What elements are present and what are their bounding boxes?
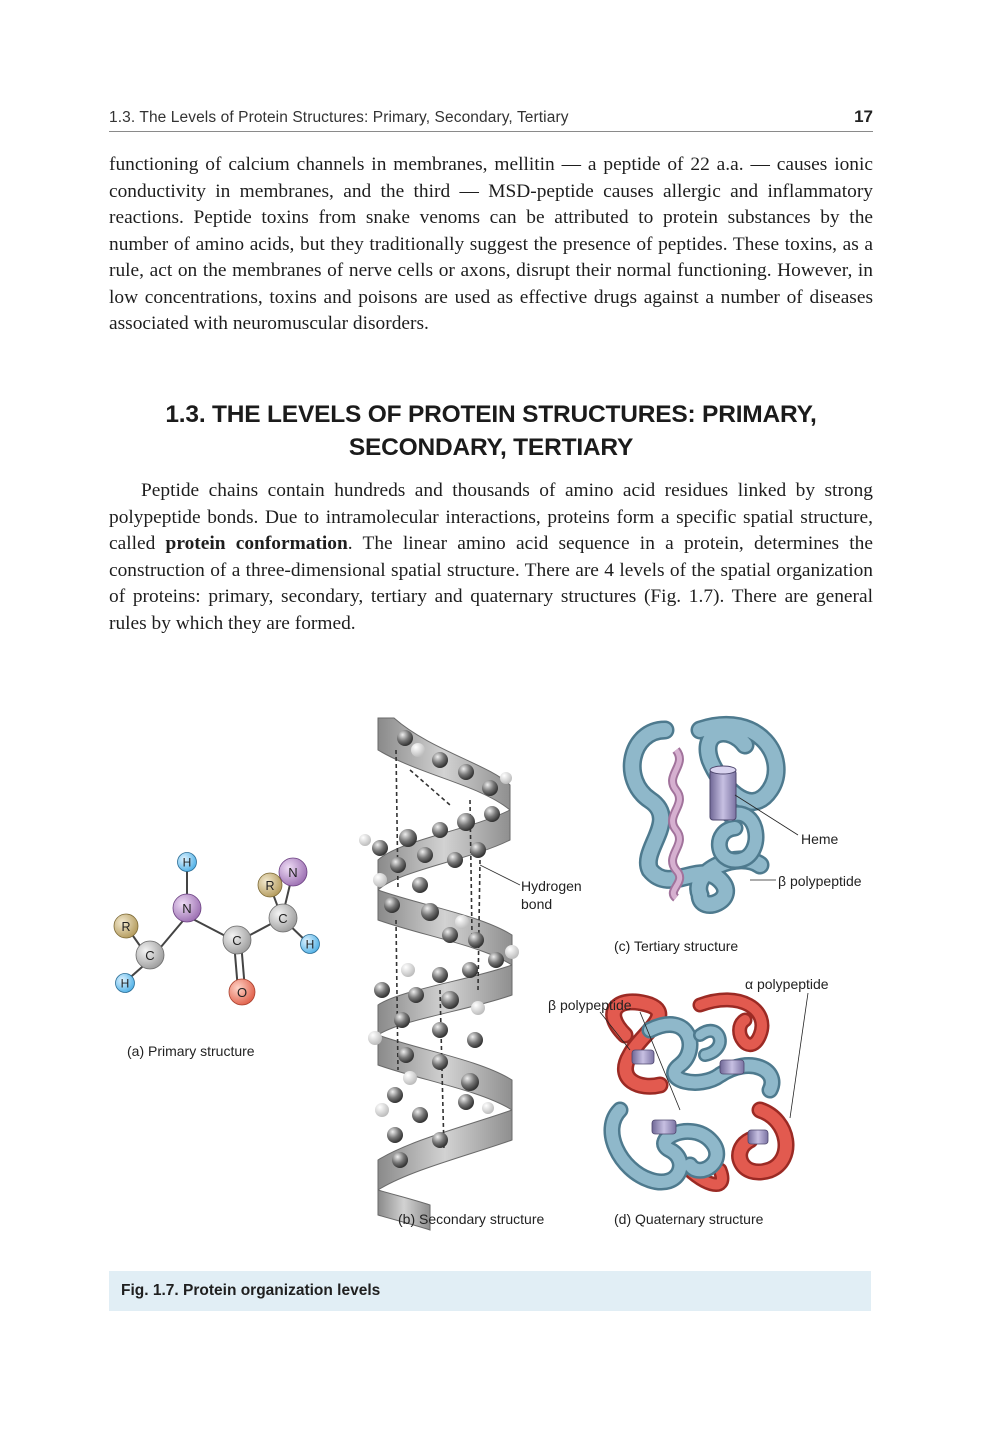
svg-text:R: R <box>265 879 275 893</box>
beta-polypeptide-label: β polypeptide <box>778 873 862 889</box>
figure-caption-bar <box>109 1271 871 1311</box>
section-heading: 1.3. THE LEVELS OF PROTEIN STRUCTURES: PRIMARY, SECONDARY, TERTIARY <box>165 401 817 461</box>
heme-label: Heme <box>801 831 839 847</box>
heme-cylinder <box>710 766 736 820</box>
running-title: 1.3. The Levels of Protein Structures: Primary, Secondary, Tertiary <box>109 109 569 126</box>
primary-structure-caption: (a) Primary structure <box>127 1043 255 1059</box>
h-atom-right <box>301 935 320 954</box>
svg-text:H: H <box>305 937 315 952</box>
secondary-structure-helix <box>359 718 582 1230</box>
alpha-polypeptide-pointer <box>790 993 808 1118</box>
hydrogen-bond-label-line2: bond <box>521 896 553 912</box>
h-atom-low <box>116 974 135 993</box>
svg-text:R: R <box>121 920 131 934</box>
svg-text:H: H <box>182 855 192 870</box>
c-atom-right <box>269 904 297 932</box>
quaternary-structure-caption: (d) Quaternary structure <box>614 1211 764 1227</box>
figure-protein-levels <box>0 690 1000 1250</box>
svg-text:C: C <box>145 948 155 963</box>
body-paragraph-2 <box>109 478 873 637</box>
beta-polypeptide-label-2: β polypeptide <box>548 997 632 1013</box>
r-atom-right <box>258 873 282 897</box>
term-protein-conformation: protein conformation <box>165 533 348 554</box>
svg-text:O: O <box>236 985 248 1000</box>
page-number: 17 <box>854 107 873 126</box>
c-carbonyl-atom <box>223 926 251 954</box>
o-atom <box>229 979 255 1005</box>
tertiary-structure-diagram <box>614 725 862 954</box>
c-alpha-atom <box>136 941 164 969</box>
svg-text:N: N <box>288 865 298 880</box>
hydrogen-bond-pointer <box>480 865 520 885</box>
tertiary-tubes <box>632 725 776 904</box>
svg-text:C: C <box>278 911 288 926</box>
quaternary-structure-diagram <box>548 976 829 1227</box>
paragraph-2-text-b: . The linear amino acid sequence in a protein, determines the construction of a three-dimensional spatial structure. There are 4 levels of the spatial organization of proteins: primary, secondary, tertiary and quaternary structures (Fig. 1.7). There are general rules by which they are formed. <box>109 533 873 634</box>
running-header <box>109 105 873 132</box>
alpha-polypeptide-label: α polypeptide <box>745 976 829 992</box>
primary-structure-diagram <box>114 853 320 1060</box>
svg-text:H: H <box>120 976 130 991</box>
secondary-structure-caption: (b) Secondary structure <box>398 1211 545 1227</box>
h-atom-top <box>178 853 197 872</box>
svg-text:N: N <box>182 901 192 916</box>
paragraph-2-text-a: Peptide chains contain hundreds and thousands of amino acid residues linked by strong polypeptide bonds. Due to intramolecular interactions, proteins form a specific spatial structure, called <box>109 480 873 554</box>
r-atom-left <box>114 914 138 938</box>
n-atom-left <box>173 894 201 922</box>
n-atom-right <box>279 858 307 886</box>
tertiary-structure-caption: (c) Tertiary structure <box>614 938 739 954</box>
figure-caption: Fig. 1.7. Protein organization levels <box>121 1282 381 1299</box>
svg-text:C: C <box>232 933 242 948</box>
hydrogen-bond-label-line1: Hydrogen <box>521 878 582 894</box>
body-paragraph-1: functioning of calcium channels in membranes, mellitin — a peptide of 22 a.a. — causes ionic conductivity in membranes, and the third — MSD-peptide causes allergic and inflammatory reactions. Peptide toxins from snake venoms can be attributed to protein substances by the number of amino acids, but they traditionally suggest the presence of peptides. These toxins, as a rule, act on the membranes of nerve cells or axons, disrupt their normal functioning. However, in low concentrations, toxins and poisons are used as effective drugs against a number of diseases associated with neuromuscular disorders. <box>109 154 873 334</box>
